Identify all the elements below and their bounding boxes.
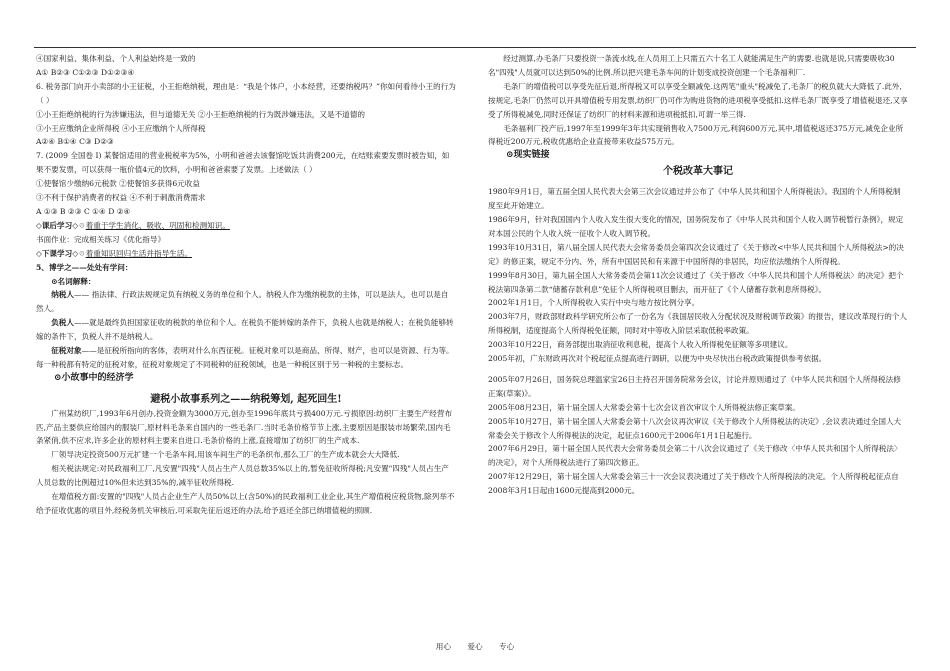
- story-paragraph: 相关税法规定:对民政福利工厂,凡安置"四残"人员占生产人员总数35%以上的,暂免征收所得税;凡安置"四残"人员占生产人员总数的比例超过10%但未达到35%的,减半征收所得税.: [36, 464, 449, 488]
- question-6-options-2: ③小王应缴纳企业所得税 ④小王应缴纳个人所得税: [36, 123, 206, 133]
- term-label: 负税人: [51, 318, 74, 328]
- option-line: ④国家利益、集体利益、个人利益始终是一致的: [36, 54, 196, 63]
- question-7: 7. (2009 全国卷 I) 某餐馆适用的营业税税率为5%，小明和爸爸去该餐馆吃饭共消费200元，在结账索要发票时被告知，如果不要发票，可以获得一瓶价值4元的饮料，小明和爸爸索要了发票。上述做法（ ）: [36, 151, 450, 175]
- spacer: [36, 386, 456, 393]
- story-paragraph: 广州某纺织厂,1993年6月创办,投资金额为3000万元,创办至1996年底共亏损400万元.亏损原因:纺织厂主要生产经营布匹,产品主要供应给国内的服装厂,原材料毛条来自国内的一些毛条厂.当时毛条价格节节上涨,主要原因是服装市场繁荣,国内毛条紧俏,供不应求,许多企业的原材料主要来自进口.毛条价格的上涨,直接增加了纺织厂的生产成本.: [36, 408, 453, 446]
- event-entry: 2003年10月22日，商务部提出取消征收利息税，提高个人收入所得税免征额等多项建议。: [488, 340, 793, 350]
- review-line: [36, 219, 456, 233]
- event-entry: 2005年07月26日，国务院总理温家宝26日主持召开国务院常务会议，讨论并原则通过了《中华人民共和国个人所得税法修正案(草案)》。: [488, 374, 901, 398]
- term-label: 征税对象: [51, 346, 82, 356]
- homework-line: 书面作业：完成相关练习《优化指导》: [36, 234, 166, 244]
- question-7-choices: A ①③ B ②③ C ①④ D ②④: [36, 206, 131, 216]
- event-entry: 1980年9月1日，第五届全国人民代表大会第三次会议通过并公布了《中华人民共和国个人所得税法》。我国的个人所得税制度至此开始建立。: [488, 187, 901, 211]
- next-line: [36, 247, 456, 261]
- review-icon: ☉: [78, 220, 86, 230]
- term-tax-bearer: [36, 316, 456, 344]
- question-7-options-1: ①使餐馆少缴纳6元税款 ②使餐馆多获得6元收益: [36, 179, 200, 189]
- event-entry: 2002年1月1日，个人所得税收入实行中央与地方按比例分享。: [488, 298, 700, 308]
- term-taxpayer: [36, 288, 456, 316]
- event-entry: 2005年10月27日，第十届全国人大常委会第十八次会议再次审议《关于修改个人所得税法的决定》,会议表决通过全国人大常委会关于修改个人所得税法的决定，起征点1600元于2006年1月1日起施行。: [488, 416, 902, 440]
- event-entry: 2005年08月23日，第十届全国人大常委会第十七次会议首次审议个人所得税法修正案草案。: [488, 402, 801, 412]
- right-column: [488, 52, 908, 498]
- question-6-options-1: ①小王拒绝纳税的行为涉嫌违法，但与道德无关 ②小王拒绝纳税的行为既涉嫌违法，又是不道德的: [36, 109, 365, 119]
- next-label: ◇下课学习◇: [36, 248, 79, 258]
- event-entry: 2005年初，广东财政再次对个税起征点提高进行调研，以便为中央尽快出台税改政策提供参考依据。: [488, 354, 827, 364]
- review-text: 着重于学生消化、吸收、巩固和检测知识。: [85, 220, 230, 230]
- term-text: ——就是最终负担国家征收的税款的单位和个人。在税负不能转嫁的条件下，负税人也就是纳税人；在税负能够转嫁的条件下，负税人并不是纳税人。: [36, 318, 454, 342]
- event-entry: 1999年8月30日，第九届全国人大常务委员会第11次会议通过了《关于修改〈中华人民共和国个人所得税法〉的决定》把个税法第四条第二款“储蓄存款利息”免征个人所得税项目删去，而开征了《个人储蓄存款利息所得税》。: [488, 270, 904, 294]
- question-7-options-2: ③不利于保护消费者的权益 ④不利于刺激消费需求: [36, 193, 206, 203]
- event-entry: 2003年7月，财政部财政科学研究所公布了一份名为《我国居民收入分配状况及财税调节政策》的报告，建议改革现行的个人所得税制，适度提高个人所得税免征额，同时对中等收入阶层采取低税率政策。: [488, 312, 908, 336]
- link-section-heading: ⊙现实链接: [506, 150, 550, 161]
- term-label: 纳税人: [51, 290, 74, 300]
- top-rule: [34, 47, 916, 48]
- term-text: —— 指法律、行政法规规定负有纳税义务的单位和个人。纳税人作为缴纳税款的主体，可以是法人，也可以是自然人。: [36, 290, 449, 314]
- left-column: [36, 52, 456, 518]
- event-entry: 1993年10月31日，第八届全国人民代表大会常务委员会第四次会议通过了《关于修改<中华人民共和国个人所得税法>的决定》的修正案，规定不分内、外，所有中国居民和有来源于中国所得的非居民，均应依法缴纳个人所得税。: [488, 242, 904, 266]
- story-title: 避税小故事系列之——纳税筹划, 起死回生!: [150, 393, 342, 405]
- story-paragraph: 厂领导决定投资500万元扩建一个毛条车间,用该车间生产的毛条织布,那么工厂的生产成本就会大大降低.: [51, 450, 400, 460]
- terms-heading: ⊙名词解释：: [51, 276, 96, 286]
- next-text: 着重知识回归生活并指导生活。: [85, 248, 192, 258]
- page-footer: 用心 爱心 专心: [435, 642, 515, 651]
- term-tax-object: [36, 344, 456, 372]
- event-entry: 2007年12月29日，第十届全国人大常委会第三十一次会议表决通过了关于修改个人所得税法的决定。个人所得税起征点自2008年3月1日起由1600元提高到2000元。: [488, 472, 899, 496]
- spacer: [488, 366, 908, 373]
- story-continued-paragraph: 毛条福利厂投产后,1997年至1999年3年共实现销售收入7500万元,利润600万元,其中,增值税返还375万元,减免企业所得税近200万元,税收优惠给企业直接带来收益575万元。: [488, 123, 904, 147]
- event-entry: 2007年6月29日，第十届全国人民代表大会常务委员会第二十八次会议通过了《关于修改〈中华人民共和国个人所得税法〉的决定》，对个人所得税法进行了第四次修正。: [488, 444, 902, 468]
- story-section-heading: ⊙小故事中的经济学: [54, 372, 134, 383]
- review-label: ◇课后学习◇: [36, 220, 79, 230]
- next-icon: ☉: [78, 248, 86, 258]
- section-5-heading: 5、博学之——处处有学问：: [36, 262, 133, 272]
- term-text: ——是征税所指向的客体，表明对什么东西征税。征税对象可以是商品、所得、财产，也可以是资源、行为等。每一种税都有特定的征税对象，征税对象规定了不同税种的征税领域，也是一种税区别于另一种税的主要标志。: [36, 346, 454, 369]
- choice-line: A① B②③ C①②③ D①②③④: [36, 67, 135, 77]
- story-continued-paragraph: 毛条厂的增值税可以享受先征后退,所得税又可以享受全额减免.这两笔"重头"税减免了,毛条厂的税负就大大降低了.此外,按规定,毛条厂仍然可以开具增值税专用发票,纺织厂仍可作为购进货物的进项税享受抵扣.这样毛条厂既享受了增值税退还,又享受了所得税减免,同时还保证了纺织厂的材料来源和进项税抵扣,可谓一举三得.: [488, 81, 908, 119]
- events-title: 个税改革大事记: [663, 166, 733, 178]
- question-6: 6. 税务部门向开小卖部的小王征税，小王拒绝纳税，理由是：“我是个体户，小本经营，还要纳税吗？”你如何看待小王的行为（ ）: [36, 81, 456, 105]
- story-paragraph: 在增值税方面:安置的"四残"人员占企业生产人员50%以上(含50%)的民政福利工业企业,其生产增值税应税货物,除列举不给予征收优惠的项目外,经税务机关审核后,可采取先征后返还的办法,给予返还全部已纳增值税的照顾.: [36, 492, 455, 515]
- story-continued-paragraph: 经过测算,办毛条厂只要投资一条流水线,在人员用工上只需五六十名工人就能满足生产的需要.也就是说,只需要吸收30名"四残"人员就可以达到50%的比例.所以把兴建毛条车间的计划变成投资创建一个毛条福利厂.: [488, 54, 895, 77]
- event-entry: 1986年9月，针对我国国内个人收入发生很大变化的情况，国务院发布了《中华人民共和国个人收入调节税暂行条例》，规定对本国公民的个人收入统一征收个人收入调节税。: [488, 214, 904, 238]
- question-6-choices: A②④ B①④ C③ D②③: [36, 137, 114, 147]
